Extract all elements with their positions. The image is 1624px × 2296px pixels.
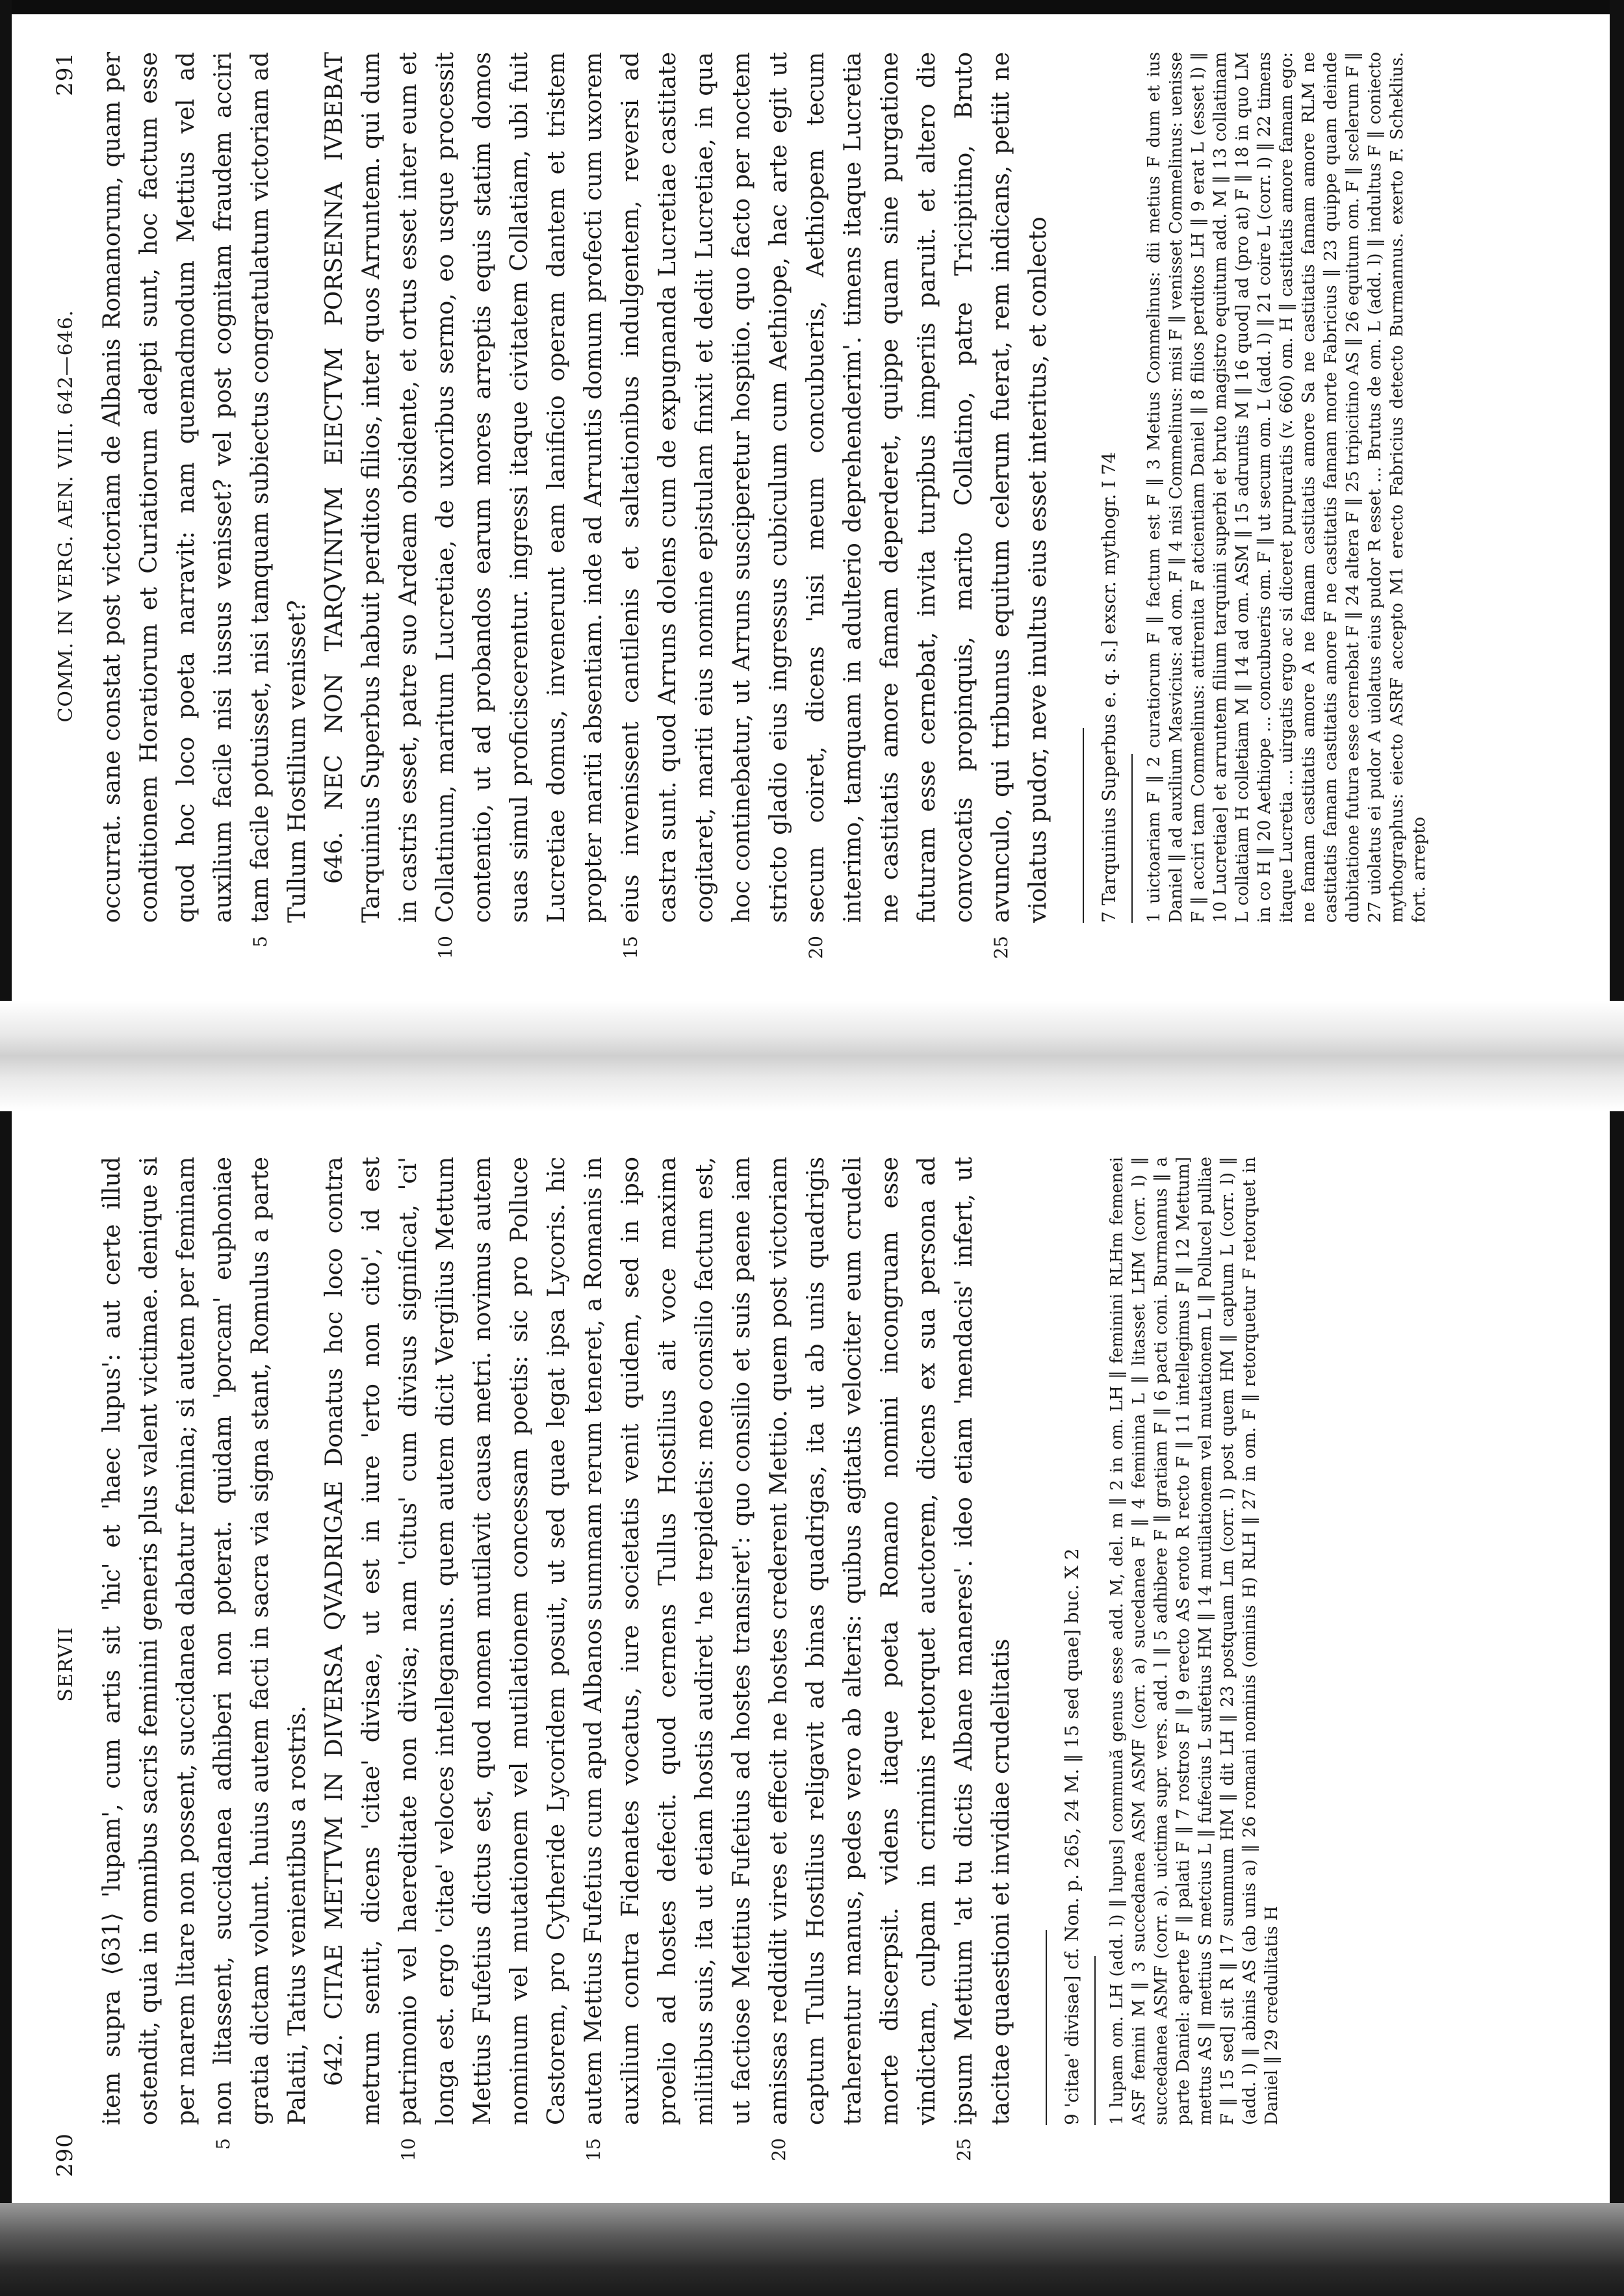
line-number: 5 [213,2138,234,2150]
line-number: 20 [805,936,827,959]
paragraph: item supra ⟨631⟩ 'lupam', cum artis sit 'hic' et 'haec lupus': aut certe illud ostendit, quia in omnibus sacris feminini generis plus valent victimae. denique si per marem litare non possent, succidanea dabatur femina; si autem per feminam non litassent, succidanea adhiberi non poterat. quidam 'porcam' euphoniae gratia dictam volunt. huius autem facti in sacra via signa stant, Romulus a parte Palatii, Tatius venientibus a rostris. [99,1157,311,2125]
line-number: 15 [583,2138,604,2161]
scan-edge-top [0,0,1624,14]
page-header [52,52,78,975]
testimonia: 9 'citae' divisae] cf. Non. p. 265, 24 M. ‖ 15 sed quae] buc. X 2 [1061,1548,1083,2125]
scan-edge-right [1610,0,1624,2296]
commentary-text [94,1157,1020,2161]
apparatus-text: 1 lupam om. LH (add. l) ‖ lupus] commună genus esse add. M, del. m ‖ 2 in om. LH ‖ feminini RLHm femenei ASF femini M ‖ 3 succedanea ASM ASMF (corr. a) sucedanea F ‖ 4 feminina L ‖ litasset LHM (corr. l) ‖ succedanea ASMF (corr. a). uictima supr. vers. add. l ‖ 5 adhibere F ‖ gratiam F ‖ 6 pacti coni. Burmannus ‖ a parte Daniel: aperte F ‖ palati F ‖ 7 rostros F ‖ 9 erecto AS eroto R recto F ‖ 11 intellegimus F ‖ 12 Mettum] mettus AS ‖ mettius S metcius L ‖ fufecius L sufetius HM ‖ 14 mutilationem vel mutationem L ‖ Pollucel pulliae F ‖ 15 sed] sit R ‖ 17 summum HM ‖ dit LH ‖ 23 postquam Lm (corr. l) post quem HM ‖ captum L (corr. l) ‖ (add. l) ‖ abinis AS (ab unis a) ‖ 26 romani nominis (ominis H) RLH ‖ 27 in om. F ‖ retorquetur F retorquet in Daniel ‖ 29 credulitatis H [1107,1157,1282,2125]
commentary-text [94,52,1057,959]
paragraph: occurrat. sane constat post victoriam de Albanis Romanorum, quam per conditionem Horatiorum et Curiatiorum adepti sunt, hoc factum esse quod hoc loco poeta narravit: nam quemadmodum Mettius vel ad auxilium facile nisi iussus venisset? vel post cognitam fraudem acciri tam facile potuisset, nisi tamquam subiectus congratulatum victoriam ad Tullum Hostilium venisset? [99,52,311,923]
page-291 [39,26,1586,994]
page-number: 291 [52,52,78,96]
page-header [52,1157,78,2177]
testimonia: 7 Tarquinius Superbus e. q. s.] exscr. mythogr. I 74 [1098,452,1120,923]
line-number: 10 [435,936,456,959]
critical-apparatus [1106,1157,1283,2125]
paragraph: 646. NEC NON TARQVINIVM EIECTVM PORSENNA IVBEBAT Tarquinius Superbus habuit perditos filios, inter quos Arruntem. qui dum in castris esset, patre suo Ardeam obsidente, et ortus esset inter eum et Collatinum, maritum Lucretiae, de uxoribus sermo, eo usque processit contentio, ut ad probandos earum mores arreptis equis statim domos suas simul proficiscerentur. ingressi itaque civitatem Collatiam, ubi fuit Lucretiae domus, invenerunt eam lanificio operam dantem et tristem propter mariti absentiam. inde ad Arruntis domum profecti cum uxorem eius invenissent cantilenis et saltationibus indulgentem, reversi ad castra sunt. quod Arruns dolens cum de expugnanda Lucretiae castitate cogitaret, mariti eius nomine epistulam finxit et dedit Lucretiae, in qua hoc continebatur, ut Arruns susciperetur hospitio. quo facto per noctem stricto gladio eius ingressus cubiculum cum Aethiope, hac arte egit ut secum coiret, dicens 'nisi meum concubueris, Aethiopem tecum interimo, tamquam in adulterio deprehenderim'. timens itaque Lucretia ne castitatis amore famam deperderet, quippe quam sine purgatione futuram esse cernebat, invita turpibus imperiis paruit. et altero die convocatis propinquis, marito Collatino, patre Tricipitino, Bruto avunculo, qui tribunus equitum celerum fuerat, rem indicans, petiit ne violatus pudor, neve inultus eius esset interitus, et conlecto [321,52,1051,923]
line-number: 25 [990,936,1012,959]
page-number: 290 [52,2133,78,2177]
divider [1094,1956,1096,2125]
critical-apparatus [1143,52,1430,923]
paragraph: 642. CITAE METTVM IN DIVERSA QVADRIGAE Donatus hoc loco contra metrum sentit, dicens 'citae' divisae, ut est in iure 'erto non cito', id est patrimonio vel haereditate non divisa; nam 'citus' cum divisus significat, 'ci' longa est. ergo 'citae' veloces intellegamus. quem autem dicit Vergilius Mettum Mettius Fufetius dictus est, quod nomen mutilavit causa metri. novimus autem nominum vel mutationem vel mutilationem concessam poetis: sic pro Polluce Castorem, pro Cytheride Lycoridem posuit, ut sed quae legat ipsa Lycoris. hic autem Mettius Fufetius cum apud Albanos summam rerum teneret, a Romanis in auxilium contra Fidenates vocatus, iure societatis venit quidem, sed in ipso proelio ad hostes defecit. quod cernens Tullus Hostilius ait voce maxima militibus suis, ita ut etiam hostis audiret 'ne trepidetis: meo consilio factum est, ut factiose Mettius Fufetius ad hostes transiret': quo consilio et suis paene iam amissas reddidit vires et effecit ne hostes crederent Mettio. quem post victoriam captum Tullus Hostilius religavit ad binas quadrigas, ita ut ab unis quadrigis traherentur manus, pedes vero ab alteris: quibus agitatis velociter eum crudeli morte discerpsit. videns itaque poeta Romano nomini incongruam esse vindictam, culpam in criminis retorquet auctorem, dicens ex sua persona ad ipsum Mettium 'at tu dictis Albane maneres'. ideo etiam 'mendacis' infert, ut tacitae quaestioni et invidiae crudelitatis [321,1157,1014,2125]
running-head: SERVII [55,1627,77,1702]
divider [1046,1930,1047,2125]
line-number: 25 [953,2138,975,2161]
line-number: 20 [768,2138,790,2161]
apparatus-text: 1 uictoariam F ‖ 2 curatiorum F ‖ factum est F ‖ 3 Metius Commelinus: dii metius F dum et ius Daniel ‖ ad auxilium Masvicius: ad om. F ‖ 4 nisi Commelinus: misi F ‖ venisset Commelinus: uenisse F ‖ acciri tam Commelinus: attirenita F atcientiam Daniel ‖ 8 filios perditos LH ‖ 9 erat L (esset l) ‖ 10 Lucretiae] et arruntem filium tarquinii superbi et bruto magistro equitum add. M ‖ 13 collatinam L collatiam H colletiam M ‖ 14 ad om. ASM ‖ 15 adruntis M ‖ 16 quod] ad (pro at) F ‖ 18 in quo LM in co H ‖ 20 Aethiope ... concubueris om. F ‖ ut secum om. L (add. l) ‖ 21 coire L (corr. l) ‖ 22 timens itaque Lucretia ... uirgatis ergo ac si diceret purpuratis (v. 660) om. H ‖ castitatis amore famam ego: ne famam castitatis amore A ne famam castitatis amore Sa ne castitatis famam amore RLM ne castitatis famam castitatis amore F ne castitatis famam morte Fabricius ‖ 23 quippe quam deinde dubitatione futura esse cernebat F ‖ 24 altera F ‖ 25 tripicitino AS ‖ 26 equitum om. F ‖ scelerum F ‖ 27 uiolatus ei pudor A uiolatus eius pudor R esset ... Brutus de om. L (add. l) ‖ indultus F ‖ coniecto mythographus: eiecto ASRF accepto M1 erecto Fabricius detecto Burmannus. exerto F. Scheklius. fort. arrepto [1144,52,1429,923]
page-290 [39,1131,1586,2197]
line-number: 10 [398,2138,419,2161]
divider [1131,754,1133,923]
line-number: 5 [250,936,271,948]
book-gutter [0,1001,1624,1111]
running-head: COMM. IN VERG. AEN. VIII. 642—646. [55,309,77,723]
scan-edge-left [0,0,12,2296]
divider [1083,728,1084,923]
scan-edge-bottom [0,2203,1624,2296]
line-number: 15 [620,936,641,959]
